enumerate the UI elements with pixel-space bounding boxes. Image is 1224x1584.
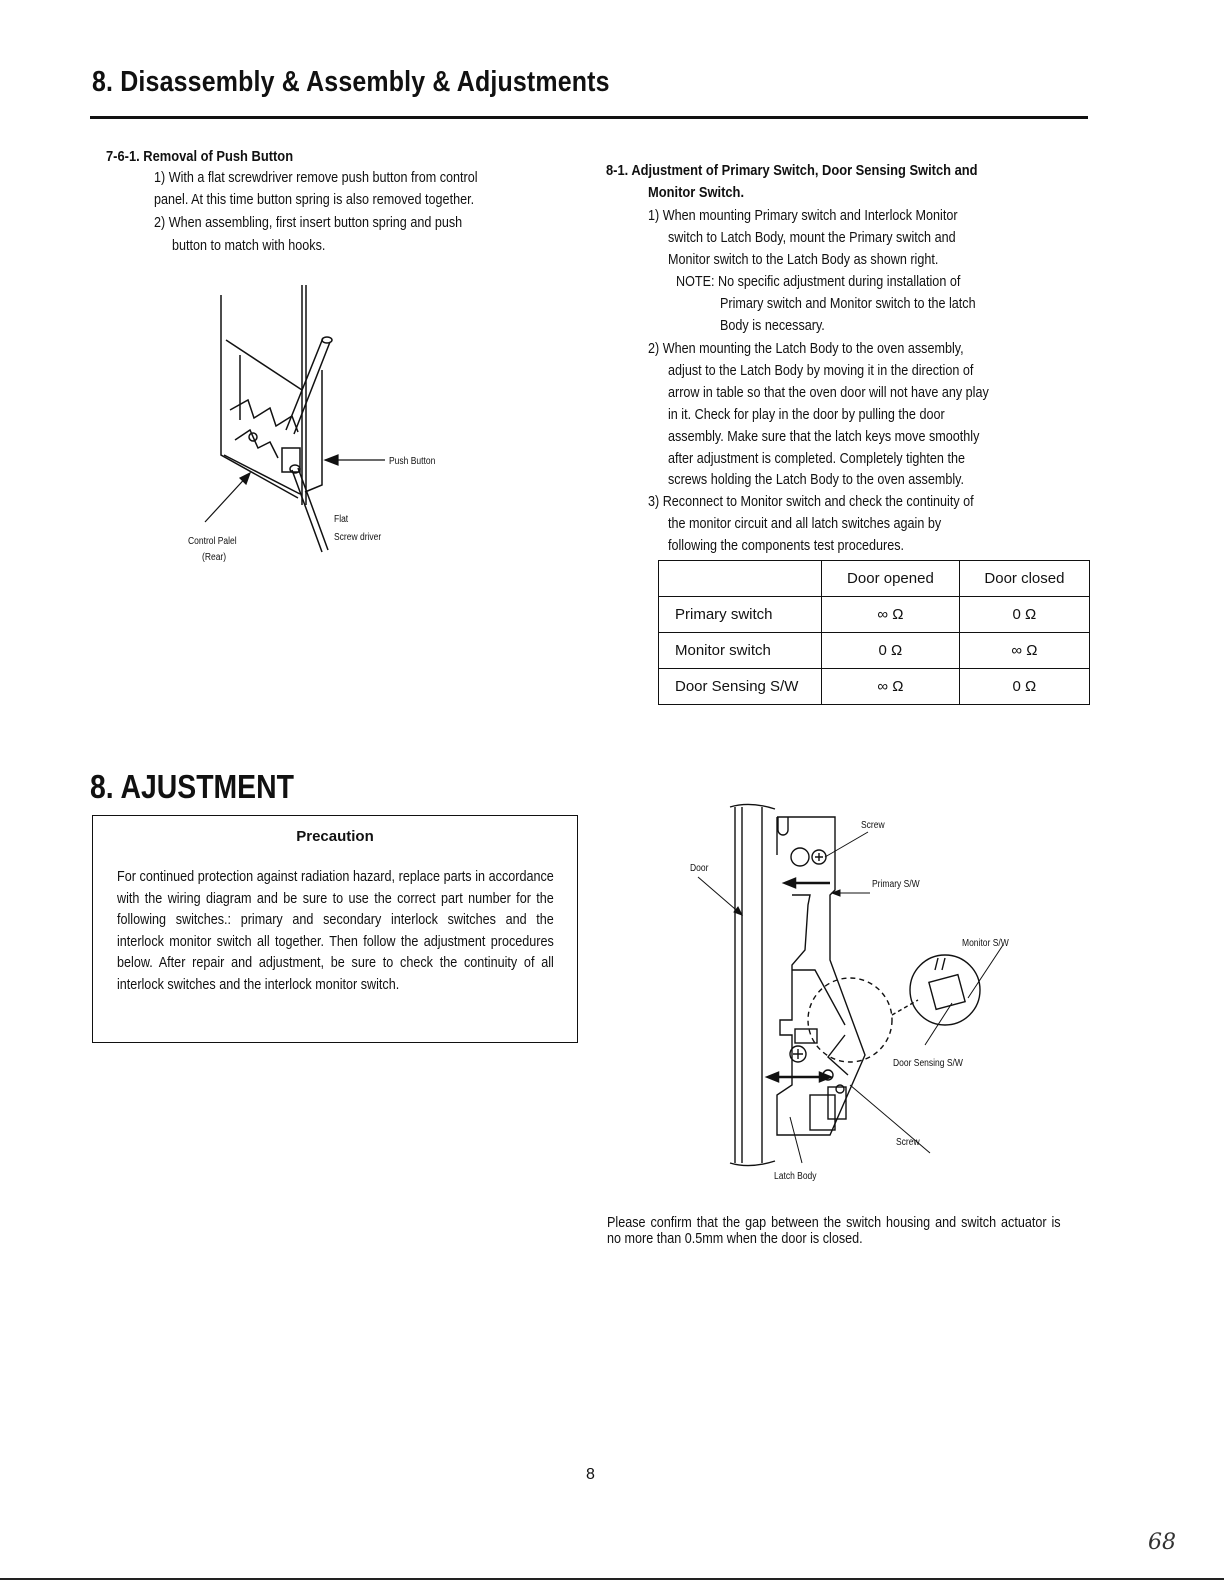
row-opened: ∞ Ω (822, 597, 960, 633)
push-button-step-1b: panel. At this time button spring is also removed together. (154, 191, 475, 208)
latch-body-outline (777, 817, 892, 1135)
door-sensing-sw-label: Door Sensing S/W (893, 1058, 963, 1069)
row-name: Monitor switch (659, 633, 822, 669)
row-closed: 0 Ω (959, 597, 1089, 633)
adjustment-step-2f: after adjustment is completed. Completely tighten the (668, 450, 965, 467)
row-name: Door Sensing S/W (659, 669, 822, 705)
screw-bottom-label: Screw (896, 1137, 920, 1148)
table-row (659, 633, 1090, 669)
page-number: 8 (586, 1466, 595, 1483)
adjustment-step-1b: switch to Latch Body, mount the Primary switch and (668, 229, 956, 246)
gap-note: Please confirm that the gap between the switch housing and switch actuator is no more than 0.5mm when the door is closed. (607, 1214, 1061, 1247)
row-opened: 0 Ω (822, 633, 960, 669)
adjustment-note-c: Body is necessary. (720, 317, 825, 334)
row-name: Primary switch (659, 597, 822, 633)
push-button-figure (170, 280, 470, 580)
adjustment-step-2c: arrow in table so that the oven door will not have any play (668, 384, 989, 401)
adjustment-step-1a: 1) When mounting Primary switch and Interlock Monitor (648, 207, 958, 224)
label-leaders (698, 832, 1003, 1163)
door-drawing (730, 804, 775, 1165)
adjustment-step-1c: Monitor switch to the Latch Body as shown right. (668, 251, 939, 268)
monitor-switch-detail (892, 955, 980, 1025)
latch-body-figure (680, 795, 1060, 1190)
row-opened: ∞ Ω (822, 669, 960, 705)
adjustment-step-2d: in it. Check for play in the door by pulling the door (668, 406, 945, 423)
ajustment-heading: 8. AJUSTMENT (90, 768, 294, 805)
push-button-step-2b: button to match with hooks. (172, 237, 326, 254)
adjustment-step-2g: screws holding the Latch Body to the oven assembly. (668, 471, 965, 488)
title-divider (90, 116, 1088, 119)
primary-sw-label: Primary S/W (872, 879, 920, 890)
switch-continuity-table (658, 560, 1090, 705)
table-header-door-opened: Door opened (822, 561, 960, 597)
table-header-row (659, 561, 1090, 597)
table-header-door-closed: Door closed (959, 561, 1089, 597)
table-row (659, 669, 1090, 705)
control-panel-drawing (221, 285, 322, 505)
screwdriver-drawing (286, 337, 332, 552)
monitor-sw-label: Monitor S/W (962, 938, 1009, 949)
adjustment-note-a: NOTE: No specific adjustment during installation of (676, 273, 961, 290)
precaution-text: For continued protection against radiation hazard, replace parts in accordance with the wiring diagram and be sure to use the correct part number for the following switches.: primary and secondary interlock switches and the interlock monitor switch all together. Then follow the adjustment procedures below. After repair and adjustment, be sure to check the continuity of all interlock switches and the interlock monitor switch. (117, 868, 554, 993)
adjustment-note-b: Primary switch and Monitor switch to the latch (720, 295, 976, 312)
page-title: 8. Disassembly & Assembly & Adjustments (92, 66, 610, 98)
adjustment-heading-line2: Monitor Switch. (648, 184, 745, 201)
push-button-label: Push Button (389, 456, 436, 467)
screwdriver-label: Screw driver (334, 532, 382, 543)
handwritten-note: 68 (1148, 1530, 1176, 1555)
latch-body-label: Latch Body (774, 1171, 817, 1182)
footer-divider (0, 1578, 1224, 1580)
adjustment-heading-line1: 8-1. Adjustment of Primary Switch, Door Sensing Switch and (606, 162, 978, 179)
table-row (659, 597, 1090, 633)
adjustment-step-2e: assembly. Make sure that the latch keys move smoothly (668, 428, 980, 445)
adjustment-step-2a: 2) When mounting the Latch Body to the oven assembly, (648, 340, 964, 357)
push-button-step-1a: 1) With a flat screwdriver remove push button from control (154, 169, 478, 186)
push-button-step-2a: 2) When assembling, first insert button spring and push (154, 214, 463, 231)
control-panel-label: Control Palel (188, 536, 237, 547)
row-closed: ∞ Ω (959, 633, 1089, 669)
adjustment-step-3b: the monitor circuit and all latch switches again by (668, 515, 942, 532)
table-header-blank (659, 561, 822, 597)
flat-label: Flat (334, 514, 349, 525)
door-label: Door (690, 863, 709, 874)
adjustment-step-2b: adjust to the Latch Body by moving it in the direction of (668, 362, 974, 379)
adjustment-step-3a: 3) Reconnect to Monitor switch and check the continuity of (648, 493, 974, 510)
screw-top-label: Screw (861, 820, 885, 831)
control-panel-rear-label: (Rear) (202, 552, 227, 563)
push-button-heading: 7-6-1. Removal of Push Button (106, 148, 294, 165)
precaution-box (92, 815, 578, 1043)
row-closed: 0 Ω (959, 669, 1089, 705)
precaution-title: Precaution (296, 828, 374, 845)
adjustment-step-3c: following the components test procedures. (668, 537, 905, 554)
